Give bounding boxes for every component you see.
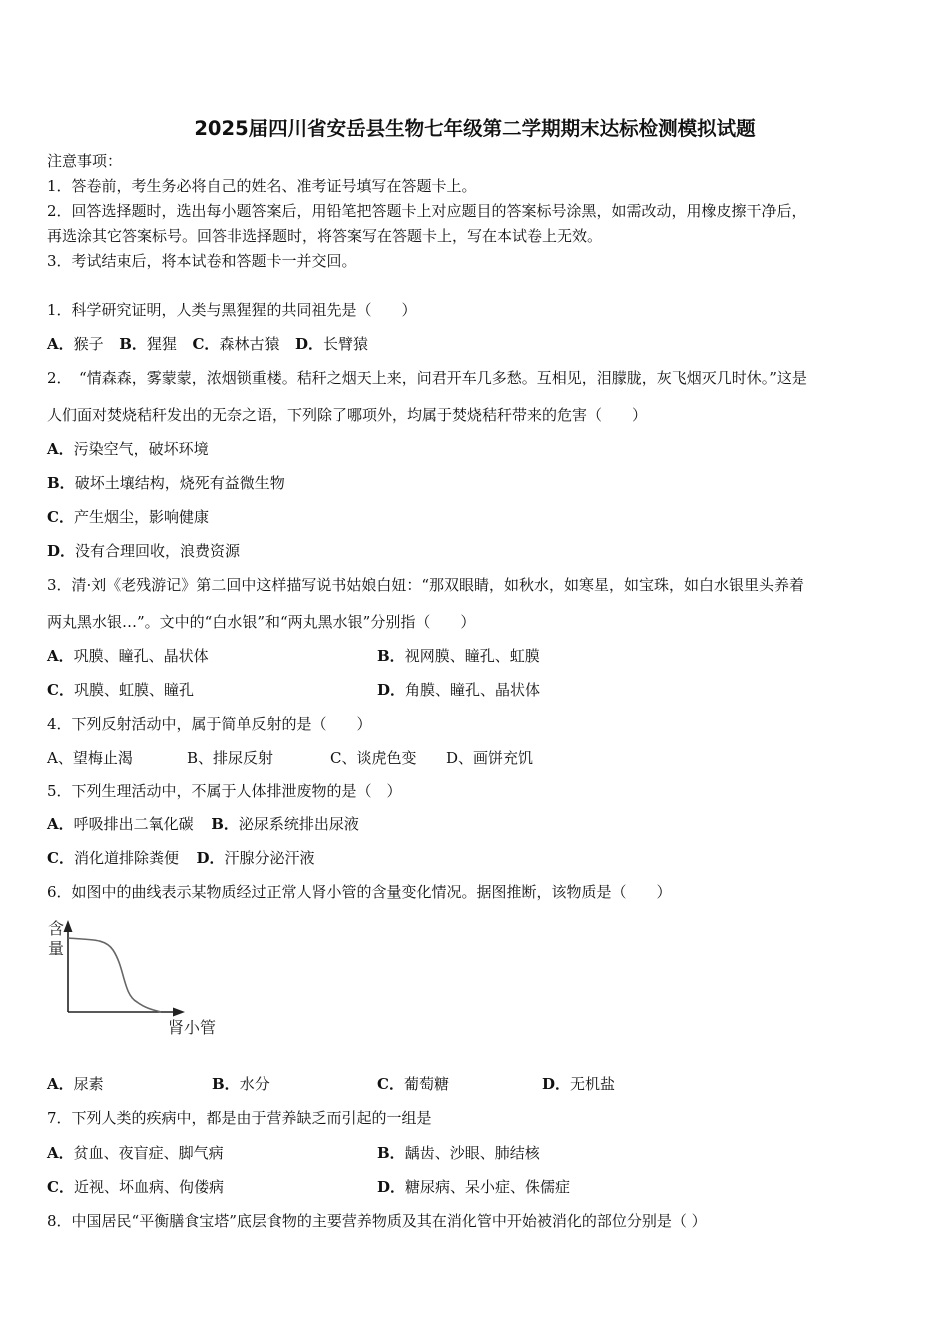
- question-5-options-ab: [47, 814, 359, 834]
- question-3-stem-cont: 两丸黑水银…”。文中的“白水银”和“两丸黑水银”分别指（ ）: [47, 613, 476, 631]
- option-letter: B．: [377, 647, 405, 665]
- option-letter: B．: [212, 1075, 240, 1093]
- option-text: 呼吸排出二氧化碳: [73, 815, 194, 833]
- question-6-option-d: [542, 1074, 615, 1094]
- question-3-option-a: [47, 646, 209, 666]
- question-3-option-b: [377, 646, 540, 666]
- option-text: 没有合理回收，浪费资源: [75, 542, 241, 560]
- option-letter: B．: [119, 335, 147, 353]
- option-text: 近视、坏血病、佝偻病: [73, 1178, 224, 1196]
- option-text: 龋齿、沙眼、肺结核: [404, 1144, 540, 1162]
- option-text: 糖尿病、呆小症、侏儒症: [405, 1178, 571, 1196]
- question-8-stem: 8．中国居民“平衡膳食宝塔”底层食物的主要营养物质及其在消化管中开始被消化的部位分别是（ ）: [47, 1212, 707, 1230]
- notice-item: 2．回答选择题时，选出每小题答案后，用铅笔把答题卡上对应题目的答案标号涂黑，如需改动，用橡皮擦干净后，: [47, 202, 807, 220]
- question-2-option-c: [47, 507, 209, 527]
- x-axis-arrow: [173, 1008, 185, 1017]
- option-letter: D．: [542, 1075, 571, 1093]
- option-text: 水分: [239, 1075, 270, 1093]
- question-7-option-a: [47, 1143, 224, 1163]
- question-2-option-d: [47, 541, 240, 561]
- option-text: 破坏土壤结构，烧死有益微生物: [74, 474, 285, 492]
- option-text: 污染空气，破坏环境: [73, 440, 209, 458]
- option-text: 汗腺分泌汗液: [224, 849, 315, 867]
- option-letter: A．: [47, 440, 74, 458]
- question-2-stem-cont: 人们面对焚烧秸秆发出的无奈之语，下列除了哪项外，均属于焚烧秸秆带来的危害（ ）: [47, 406, 648, 424]
- y-axis-label-2: 量: [48, 939, 65, 958]
- question-1-stem: 1．科学研究证明，人类与黑猩猩的共同祖先是（ ）: [47, 301, 417, 319]
- question-7-option-d: [377, 1177, 570, 1197]
- option-text: 长臂猿: [323, 335, 369, 353]
- notice-item: 3．考试结束后，将本试卷和答题卡一并交回。: [47, 252, 357, 270]
- question-2-option-b: [47, 473, 285, 493]
- question-4-option-d: D、画饼充饥: [446, 749, 534, 767]
- option-text: 视网膜、瞳孔、虹膜: [404, 647, 540, 665]
- kidney-tubule-curve-figure: [45, 912, 235, 1042]
- question-4-stem: 4．下列反射活动中，属于简单反射的是（ ）: [47, 715, 372, 733]
- content-curve: [68, 938, 161, 1012]
- option-letter: B．: [377, 1144, 405, 1162]
- option-letter: A．: [47, 647, 74, 665]
- option-letter: D．: [377, 1178, 406, 1196]
- option-letter: C．: [47, 681, 74, 699]
- question-3-option-d: [377, 680, 540, 700]
- y-axis-label-1: 含: [48, 919, 65, 938]
- question-4-option-b: B、排尿反射: [187, 749, 274, 767]
- option-letter: D．: [47, 542, 76, 560]
- question-2-stem: 2． “情森森，雾蒙蒙，浓烟锁重楼。秸秆之烟天上来，问君开车几多愁。互相见，泪朦胧，灰飞烟灭几时休。”这是: [47, 369, 807, 387]
- option-text: 角膜、瞳孔、晶状体: [405, 681, 541, 699]
- option-text: 无机盐: [570, 1075, 616, 1093]
- question-6-stem: 6．如图中的曲线表示某物质经过正常人肾小管的含量变化情况。据图推断，该物质是（ ）: [47, 883, 672, 901]
- y-axis-arrow: [64, 920, 73, 932]
- option-text: 巩膜、虹膜、瞳孔: [73, 681, 194, 699]
- question-3-option-c: [47, 680, 194, 700]
- x-axis-label: 肾小管: [168, 1018, 217, 1037]
- question-5-stem: 5．下列生理活动中，不属于人体排泄废物的是（ ）: [47, 782, 402, 800]
- option-letter: C．: [47, 849, 74, 867]
- option-letter: D．: [196, 849, 225, 867]
- question-7-option-b: [377, 1143, 540, 1163]
- option-text: 森林古猿: [219, 335, 280, 353]
- option-letter: B．: [47, 474, 75, 492]
- option-text: 贫血、夜盲症、脚气病: [73, 1144, 224, 1162]
- option-text: 猴子: [73, 335, 104, 353]
- option-letter: B．: [211, 815, 239, 833]
- option-letter: C．: [47, 508, 74, 526]
- question-7-stem: 7．下列人类的疾病中，都是由于营养缺乏而引起的一组是: [47, 1109, 432, 1127]
- option-text: 巩膜、瞳孔、晶状体: [73, 647, 209, 665]
- option-text: 猩猩: [146, 335, 177, 353]
- question-7-option-c: [47, 1177, 224, 1197]
- question-6-option-c: [377, 1074, 449, 1094]
- option-letter: A．: [47, 1144, 74, 1162]
- question-6-option-a: [47, 1074, 104, 1094]
- option-letter: A．: [47, 335, 74, 353]
- option-letter: D．: [377, 681, 406, 699]
- option-text: 消化道排除粪便: [73, 849, 179, 867]
- question-4-option-a: A、望梅止渴: [47, 749, 133, 767]
- option-text: 产生烟尘，影响健康: [73, 508, 209, 526]
- question-4-option-c: C、谈虎色变: [330, 749, 417, 767]
- option-letter: D．: [295, 335, 324, 353]
- option-letter: C．: [377, 1075, 404, 1093]
- notice-item: 1．答卷前，考生务必将自己的姓名、准考证号填写在答题卡上。: [47, 177, 477, 195]
- option-letter: A．: [47, 1075, 74, 1093]
- notice-item: 再选涂其它答案标号。回答非选择题时，将答案写在答题卡上，写在本试卷上无效。: [47, 227, 603, 245]
- option-text: 尿素: [73, 1075, 104, 1093]
- option-text: 泌尿系统排出尿液: [238, 815, 359, 833]
- question-2-option-a: [47, 439, 209, 459]
- option-letter: A．: [47, 815, 74, 833]
- question-1-options: [47, 334, 368, 354]
- option-text: 葡萄糖: [403, 1075, 449, 1093]
- question-3-stem: 3．清·刘《老残游记》第二回中这样描写说书姑娘白妞：“那双眼睛，如秋水，如寒星，如宝珠，如白水银里头养着: [47, 576, 804, 594]
- notice-heading: 注意事项：: [47, 152, 123, 170]
- page-title: 2025届四川省安岳县生物七年级第二学期期末达标检测模拟试题: [194, 117, 756, 140]
- option-letter: C．: [47, 1178, 74, 1196]
- option-letter: C．: [192, 335, 220, 353]
- question-6-option-b: [212, 1074, 270, 1094]
- question-5-options-cd: [47, 848, 315, 868]
